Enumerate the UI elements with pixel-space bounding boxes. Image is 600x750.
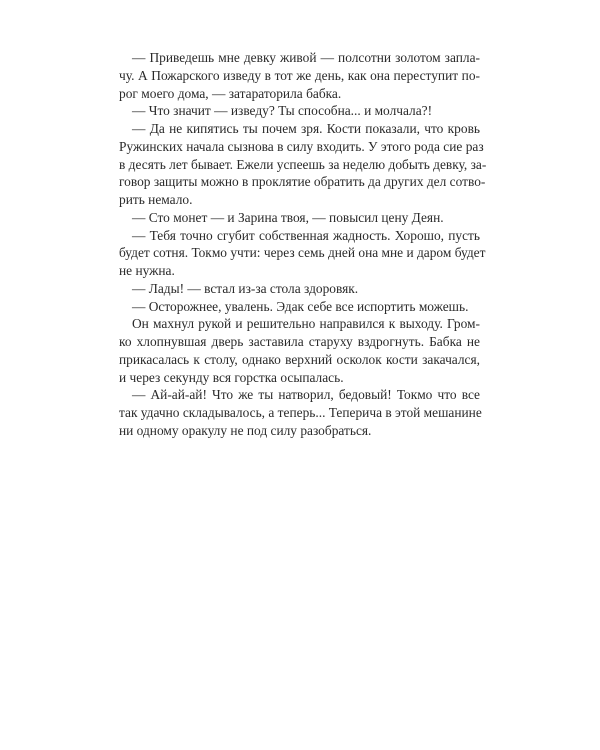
text-line: рог моего дома, — затараторила бабка.: [119, 85, 342, 101]
body-text: [119, 49, 487, 440]
text-line: ко хлопнувшая дверь заставила старуху вздрогнуть. Бабка не: [119, 334, 480, 349]
text-line: чу. А Пожарского изведу в тот же день, как она переступит по-: [119, 67, 480, 83]
text-line: — Осторожнее, увалень. Эдак себе все испортить можешь.: [132, 298, 469, 314]
text-line: Он махнул рукой и решительно направился к выходу. Гром-: [132, 316, 480, 332]
text-line: будет сотня. Токмо учти: через семь дней она мне и даром будет: [119, 245, 486, 261]
text-line: — Тебя точно сгубит собственная жадность. Хорошо, пусть: [132, 227, 480, 243]
text-line: ни одному оракулу не под силу разобраться.: [119, 422, 372, 438]
text-line: — Что значит — изведу? Ты способна... и молчала?!: [132, 103, 433, 119]
text-line: не нужна.: [119, 263, 175, 278]
text-line: — Сто монет — и Зарина твоя, — повысил цену Деян.: [132, 209, 444, 225]
text-line: — Приведешь мне девку живой — полсотни золотом запла-: [132, 50, 480, 65]
text-line: Ружинских начала сызнова в силу входить. У этого рода сие раз: [119, 138, 484, 154]
text-line: прикасалась к столу, однако верхний осколок кости закачался,: [119, 351, 480, 367]
text-line: рить немало.: [119, 192, 193, 207]
text-line: и через секунду вся горстка осыпалась.: [119, 369, 344, 385]
text-line: — Ай-ай-ай! Что же ты натворил, бедовый! Токмо что все: [132, 387, 480, 403]
text-line: говор защиты можно в проклятие обратить да других дел сотво-: [119, 174, 486, 190]
text-line: в десять лет бывает. Ежели успеешь за неделю добыть девку, за-: [119, 156, 487, 172]
text-line: так удачно складывалось, а теперь... Теперича в этой мешанине: [119, 405, 482, 420]
text-line: — Да не кипятись ты почем зря. Кости показали, что кровь: [132, 121, 480, 136]
text-line: — Лады! — встал из-за стола здоровяк.: [132, 280, 359, 296]
